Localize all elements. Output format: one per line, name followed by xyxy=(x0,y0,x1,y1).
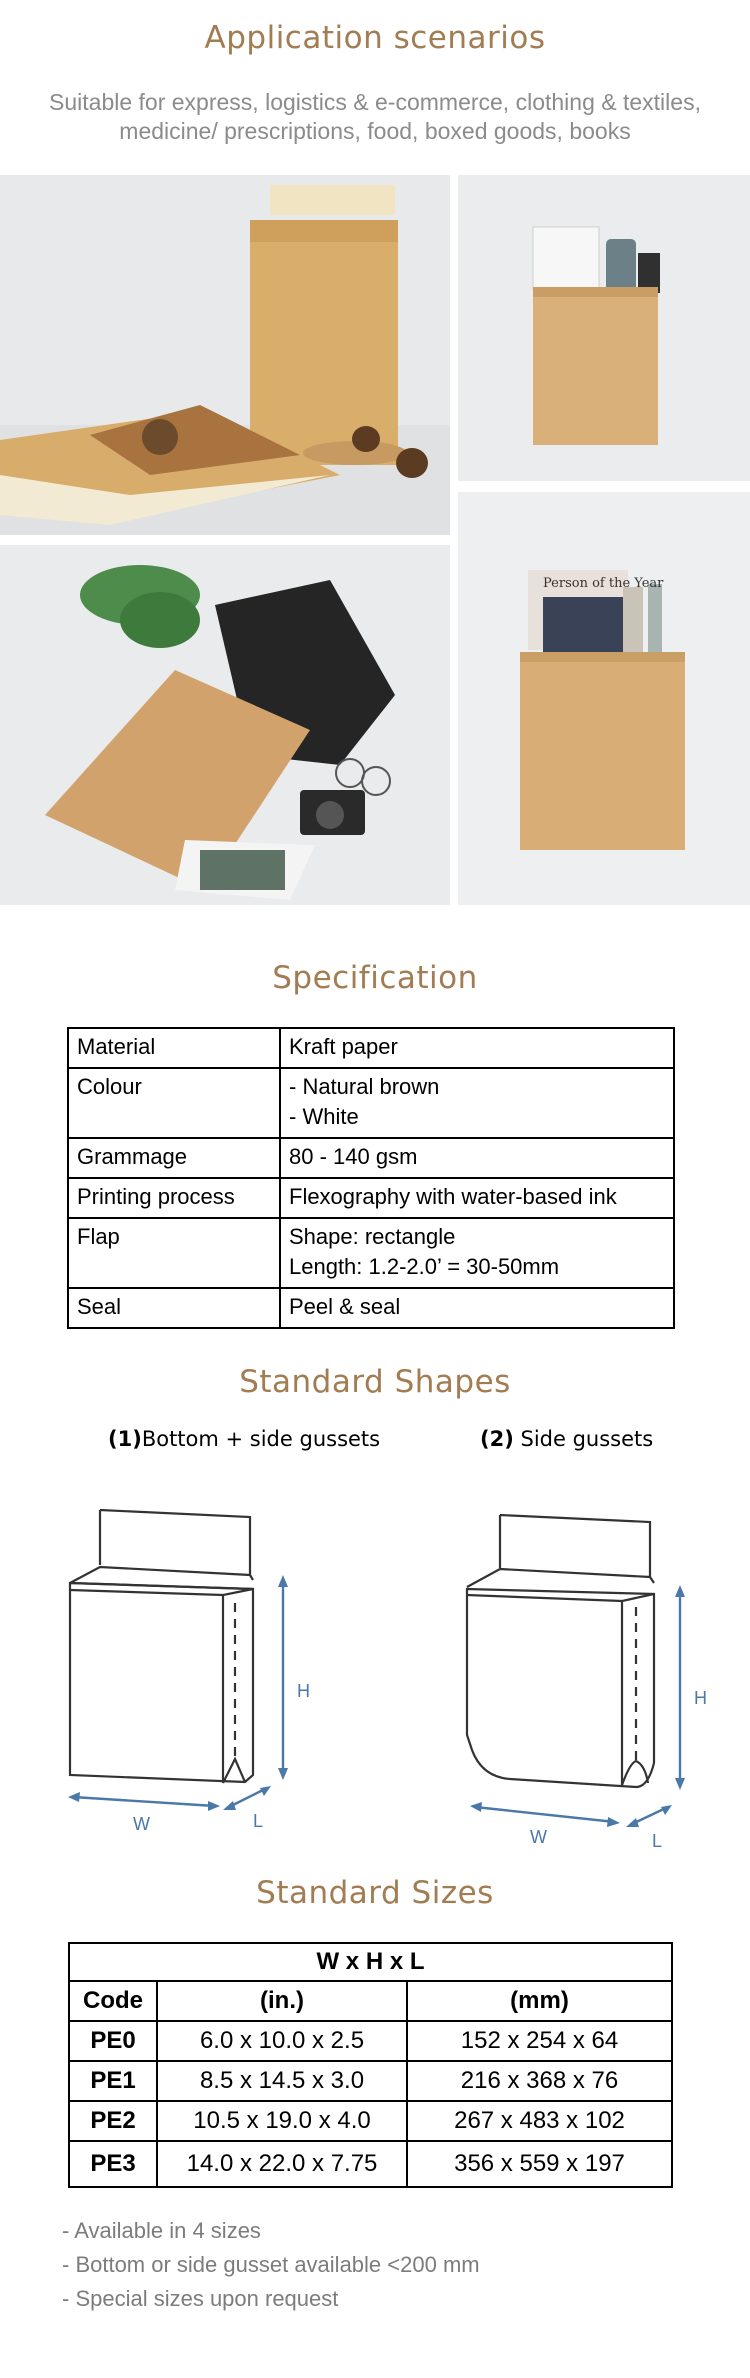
sizes-col-in: (in.) xyxy=(157,1981,407,2021)
spec-value xyxy=(280,1068,674,1138)
sizes-col-code: Code xyxy=(69,1981,157,2021)
spec-value-line: Shape: rectangle xyxy=(289,1224,456,1249)
spec-key: Flap xyxy=(68,1218,280,1288)
size-code: PE1 xyxy=(69,2061,157,2101)
shape1-dimensions xyxy=(55,1495,310,1855)
spec-value-line: - White xyxy=(289,1104,359,1129)
notes-list xyxy=(62,2214,480,2316)
size-code: PE2 xyxy=(69,2101,157,2141)
size-mm: 267 x 483 x 102 xyxy=(407,2101,672,2141)
shape1-number: (1) xyxy=(108,1427,142,1451)
shape1-label xyxy=(108,1427,380,1451)
spec-value xyxy=(280,1288,674,1328)
shape1-dim-h: H xyxy=(297,1681,310,1701)
size-mm: 356 x 559 x 197 xyxy=(407,2141,672,2187)
spec-row xyxy=(68,1218,674,1288)
photo-envelopes-pinecones xyxy=(0,175,450,535)
size-inches: 10.5 x 19.0 x 4.0 xyxy=(157,2101,407,2141)
shape2-dim-l: L xyxy=(652,1831,663,1851)
photo-bag-clothes-camera xyxy=(0,545,450,905)
size-row xyxy=(69,2141,672,2187)
specification-table xyxy=(67,1027,675,1329)
spec-value-line: Length: 1.2-2.0’ = 30-50mm xyxy=(289,1254,560,1279)
note-item: - Available in 4 sizes xyxy=(62,2218,261,2243)
note-item: - Bottom or side gusset available <200 mm xyxy=(62,2252,480,2277)
sizes-title: Standard Sizes xyxy=(256,1875,494,1911)
spec-key: Material xyxy=(68,1028,280,1068)
spec-value-line: - Natural brown xyxy=(289,1074,440,1099)
size-mm: 152 x 254 x 64 xyxy=(407,2021,672,2061)
scenarios-title: Application scenarios xyxy=(204,20,546,56)
spec-value xyxy=(280,1138,674,1178)
book-cover-text: Person of the Year xyxy=(543,576,664,591)
shape1-dim-w: W xyxy=(133,1814,150,1834)
spec-row xyxy=(68,1068,674,1138)
size-inches: 6.0 x 10.0 x 2.5 xyxy=(157,2021,407,2061)
spec-key: Seal xyxy=(68,1288,280,1328)
size-row xyxy=(69,2021,672,2061)
note-item: - Special sizes upon request xyxy=(62,2286,339,2311)
shapes-title: Standard Shapes xyxy=(239,1364,511,1400)
spec-value xyxy=(280,1178,674,1218)
size-row xyxy=(69,2101,672,2141)
spec-value-line: Flexography with water-based ink xyxy=(289,1184,617,1209)
scenarios-subtitle-line2: medicine/ prescriptions, food, boxed goods, books xyxy=(119,118,631,144)
shape1-dim-l: L xyxy=(253,1811,264,1831)
spec-row xyxy=(68,1028,674,1068)
scenarios-subtitle xyxy=(30,88,720,146)
spec-row xyxy=(68,1178,674,1218)
scenarios-subtitle-line1: Suitable for express, logistics & e-commerce, clothing & textiles, xyxy=(49,89,701,115)
size-row xyxy=(69,2061,672,2101)
specification-title: Specification xyxy=(272,960,478,996)
spec-row xyxy=(68,1288,674,1328)
shape2-dimensions xyxy=(450,1495,720,1855)
spec-key: Colour xyxy=(68,1068,280,1138)
sizes-col-mm: (mm) xyxy=(407,1981,672,2021)
sizes-header: W x H x L xyxy=(69,1943,672,1981)
spec-value-line: Kraft paper xyxy=(289,1034,398,1059)
photo-bag-phone xyxy=(458,175,750,481)
shape1-text: Bottom + side gussets xyxy=(141,1427,381,1451)
spec-value xyxy=(280,1028,674,1068)
spec-key: Grammage xyxy=(68,1138,280,1178)
spec-key: Printing process xyxy=(68,1178,280,1218)
shape2-text: Side gussets xyxy=(520,1427,654,1451)
photo-bag-books xyxy=(458,492,750,905)
size-inches: 8.5 x 14.5 x 3.0 xyxy=(157,2061,407,2101)
shape2-dim-h: H xyxy=(694,1688,707,1708)
shape2-label xyxy=(480,1427,653,1451)
spec-value-line: Peel & seal xyxy=(289,1294,401,1319)
size-mm: 216 x 368 x 76 xyxy=(407,2061,672,2101)
sizes-table xyxy=(68,1942,673,2188)
spec-value-line: 80 - 140 gsm xyxy=(289,1144,418,1169)
spec-row xyxy=(68,1138,674,1178)
spec-value xyxy=(280,1218,674,1288)
size-code: PE3 xyxy=(69,2141,157,2187)
shape2-number: (2) xyxy=(480,1427,514,1451)
shape2-dim-w: W xyxy=(530,1827,547,1847)
size-code: PE0 xyxy=(69,2021,157,2061)
size-inches: 14.0 x 22.0 x 7.75 xyxy=(157,2141,407,2187)
